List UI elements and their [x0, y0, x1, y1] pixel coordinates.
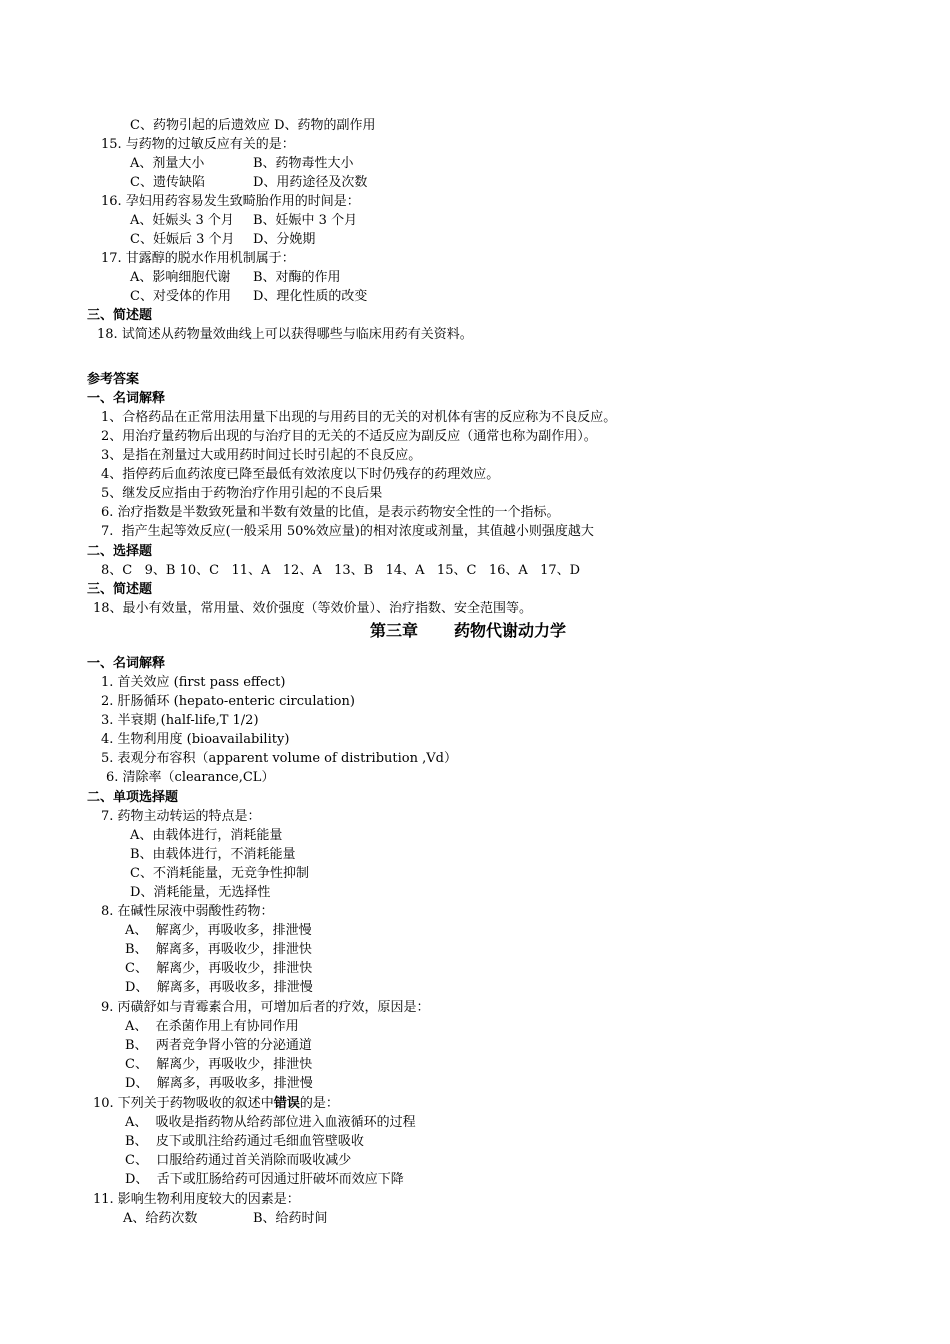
- term-6: 6. 清除率（clearance,CL）: [106, 770, 275, 785]
- q16-option-d: D、分娩期: [253, 232, 316, 247]
- q7-option-c: C、不消耗能量，无竞争性抑制: [130, 866, 309, 881]
- answer-item-7: 7. 指产生起等效反应(一般采用 50%效应量)的相对浓度或剂量，其值越小则强度越大: [101, 524, 594, 539]
- answers-section-terms: 一、名词解释: [87, 391, 166, 406]
- answer-item-1: 1、合格药品在正常用法用量下出现的与用药目的无关的对机体有害的反应称为不良反应。: [101, 410, 617, 425]
- q15-option-c: C、遗传缺陷: [130, 175, 205, 190]
- answer-item-6: 6. 治疗指数是半数致死量和半数有效量的比值，是表示药物安全性的一个指标。: [101, 505, 560, 520]
- q8-option-a: A、 解离少，再吸收多，排泄慢: [125, 923, 312, 938]
- term-2: 2. 肝肠循环 (hepato-enteric circulation): [101, 694, 355, 709]
- q10-stem-pre: 10. 下列关于药物吸收的叙述中: [93, 1096, 274, 1111]
- q10-option-a: A、 吸收是指药物从给药部位进入血液循环的过程: [125, 1115, 416, 1130]
- q7-option-d: D、消耗能量，无选择性: [130, 885, 271, 900]
- q16-option-a: A、妊娠头 3 个月: [130, 213, 234, 228]
- q16-option-c: C、妊娠后 3 个月: [130, 232, 235, 247]
- q17-stem: 17. 甘露醇的脱水作用机制属于：: [101, 251, 295, 266]
- q15-option-b: B、药物毒性大小: [253, 156, 354, 171]
- answers-choices-line: 8、C 9、B 10、C 11、A 12、A 13、B 14、A 15、C 16、A 17、D: [101, 563, 581, 578]
- q9-option-d: D、 解离多，再吸收多，排泄慢: [125, 1076, 313, 1091]
- q15-option-d: D、用药途径及次数: [253, 175, 368, 190]
- q10-stem-emphasis: 错误: [273, 1096, 300, 1111]
- q17-option-d: D、理化性质的改变: [253, 289, 368, 304]
- q17-option-b: B、对酶的作用: [253, 270, 341, 285]
- q17-option-c: C、对受体的作用: [130, 289, 231, 304]
- q7-stem: 7. 药物主动转运的特点是：: [101, 809, 261, 824]
- q14-options-cd: C、药物引起的后遗效应 D、药物的副作用: [130, 118, 376, 133]
- term-5: 5. 表观分布容积（apparent volume of distribution ,Vd）: [101, 751, 457, 766]
- answers-section-choices: 二、选择题: [87, 544, 153, 559]
- q18-stem: 18. 试简述从药物量效曲线上可以获得哪些与临床用药有关资料。: [97, 327, 473, 342]
- term-3: 3. 半衰期 (half-life,T 1/2): [101, 713, 259, 728]
- answers-section-short-answer: 三、简述题: [87, 582, 153, 597]
- term-4: 4. 生物利用度 (bioavailability): [101, 732, 290, 747]
- answer-item-4: 4、指停药后血药浓度已降至最低有效浓度以下时仍残存的药理效应。: [101, 467, 500, 482]
- answers-heading: 参考答案: [87, 372, 140, 387]
- q15-stem: 15. 与药物的过敏反应有关的是：: [101, 137, 295, 152]
- answer-item-5: 5、继发反应指由于药物治疗作用引起的不良后果: [101, 486, 383, 501]
- q9-option-c: C、 解离少，再吸收少，排泄快: [125, 1057, 313, 1072]
- q11-option-a: A、给药次数: [123, 1211, 198, 1226]
- chapter-title: [370, 620, 566, 644]
- q11-stem: 11. 影响生物利用度较大的因素是：: [93, 1192, 300, 1207]
- q17-option-a: A、影响细胞代谢: [130, 270, 231, 285]
- q7-option-b: B、由载体进行，不消耗能量: [130, 847, 296, 862]
- q8-option-c: C、 解离少，再吸收少，排泄快: [125, 961, 313, 976]
- answer-q18: 18、最小有效量，常用量、效价强度（等效价量）、治疗指数、安全范围等。: [93, 601, 533, 616]
- q9-option-b: B、 两者竞争肾小管的分泌通道: [125, 1038, 312, 1053]
- chapter-number: 第三章: [370, 621, 419, 640]
- q15-option-a: A、剂量大小: [130, 156, 205, 171]
- q16-stem: 16. 孕妇用药容易发生致畸胎作用的时间是：: [101, 194, 360, 209]
- q16-option-b: B、妊娠中 3 个月: [253, 213, 358, 228]
- q10-stem: [93, 1095, 339, 1114]
- q8-stem: 8. 在碱性尿液中弱酸性药物：: [101, 904, 274, 919]
- chapter3-section-terms: 一、名词解释: [87, 656, 166, 671]
- q10-option-d: D、 舌下或肛肠给药可因通过肝破坏而效应下降: [125, 1172, 404, 1187]
- q8-option-d: D、 解离多，再吸收多，排泄慢: [125, 980, 313, 995]
- q9-option-a: A、 在杀菌作用上有协同作用: [125, 1019, 299, 1034]
- answer-item-3: 3、是指在剂量过大或用药时间过长时引起的不良反应。: [101, 448, 422, 463]
- q11-option-b: B、给药时间: [253, 1211, 328, 1226]
- chapter3-section-choices: 二、单项选择题: [87, 790, 179, 805]
- q9-stem: 9. 丙磺舒如与青霉素合用，可增加后者的疗效，原因是：: [101, 1000, 430, 1015]
- q8-option-b: B、 解离多，再吸收少，排泄快: [125, 942, 312, 957]
- q10-stem-post: 的是：: [299, 1096, 339, 1111]
- q10-option-b: B、 皮下或肌注给药通过毛细血管壁吸收: [125, 1134, 364, 1149]
- chapter-name: 药物代谢动力学: [454, 621, 567, 640]
- q7-option-a: A、由载体进行，消耗能量: [130, 828, 283, 843]
- answer-item-2: 2、用治疗量药物后出现的与治疗目的无关的不适反应为副反应（通常也称为副作用）。: [101, 429, 597, 444]
- section-heading-short-answer: 三、简述题: [87, 308, 153, 323]
- term-1: 1. 首关效应 (first pass effect): [101, 675, 286, 690]
- q10-option-c: C、 口服给药通过首关消除而吸收减少: [125, 1153, 352, 1168]
